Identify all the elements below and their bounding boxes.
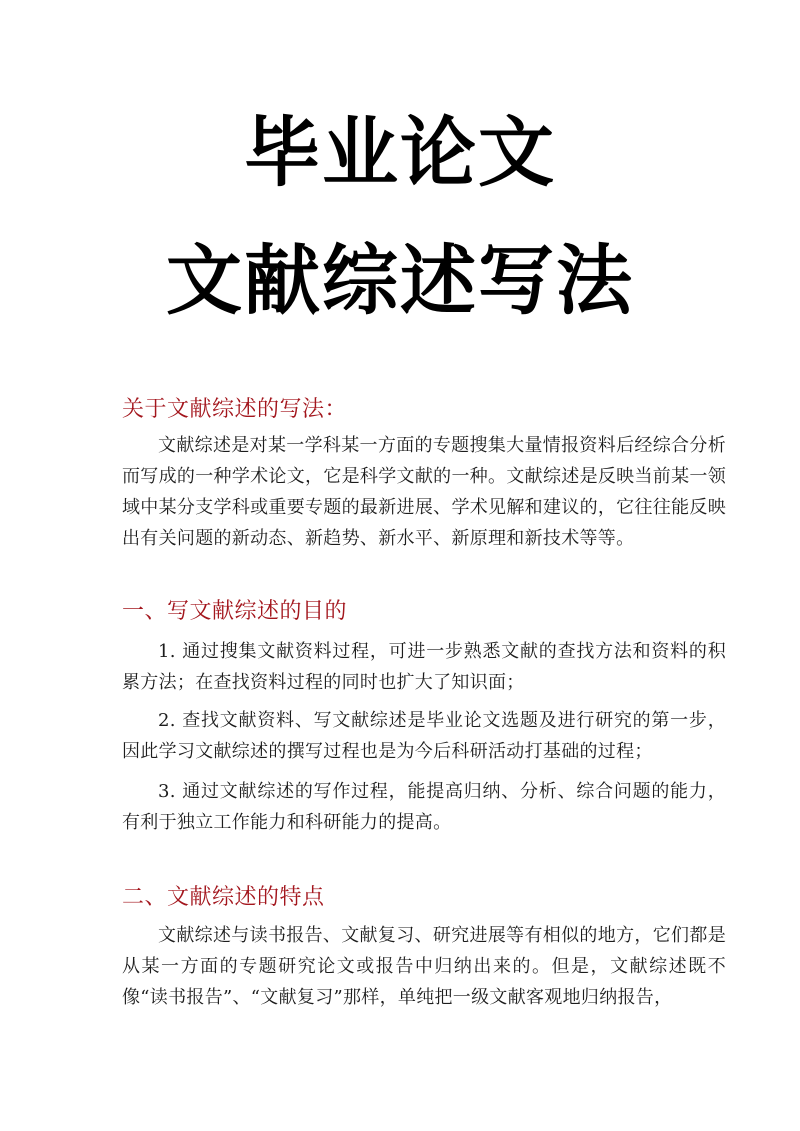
document-title-line-1: 毕业论文: [244, 108, 556, 197]
purpose-item-1: 1. 通过搜集文献资料过程，可进一步熟悉文献的查找方法和资料的积累方法；在查找资料过程的同时也扩大了知识面；: [122, 641, 726, 693]
section-heading-features: 二、文献综述的特点: [122, 885, 325, 910]
section-heading-about: 关于文献综述的写法：: [122, 397, 348, 422]
purpose-item-3: 3. 通过文献综述的写作过程，能提高归纳、分析、综合问题的能力，有利于独立工作能力和科研能力的提高。: [122, 781, 726, 833]
section-heading-purpose: 一、写文献综述的目的: [122, 599, 348, 624]
purpose-item-2: 2. 查找文献资料、写文献综述是毕业论文选题及进行研究的第一步，因此学习文献综述的撰写过程也是为今后科研活动打基础的过程；: [122, 710, 726, 762]
section-paragraph-features: 文献综述与读书报告、文献复习、研究进展等有相似的地方，它们都是从某一方面的专题研究论文或报告中归纳出来的。但是，文献综述既不像“读书报告”、“文献复习”那样，单纯把一级文献客观地归纳报告，: [122, 925, 726, 1008]
document-title-line-2: 文献综述写法: [166, 236, 634, 325]
section-paragraph-about: 文献综述是对某一学科某一方面的专题搜集大量情报资料后经综合分析而写成的一种学术论文，它是科学文献的一种。文献综述是反映当前某一领域中某分支学科或重要专题的最新进展、学术见解和建议的，它往往能反映出有关问题的新动态、新趋势、新水平、新原理和新技术等等。: [122, 435, 726, 549]
